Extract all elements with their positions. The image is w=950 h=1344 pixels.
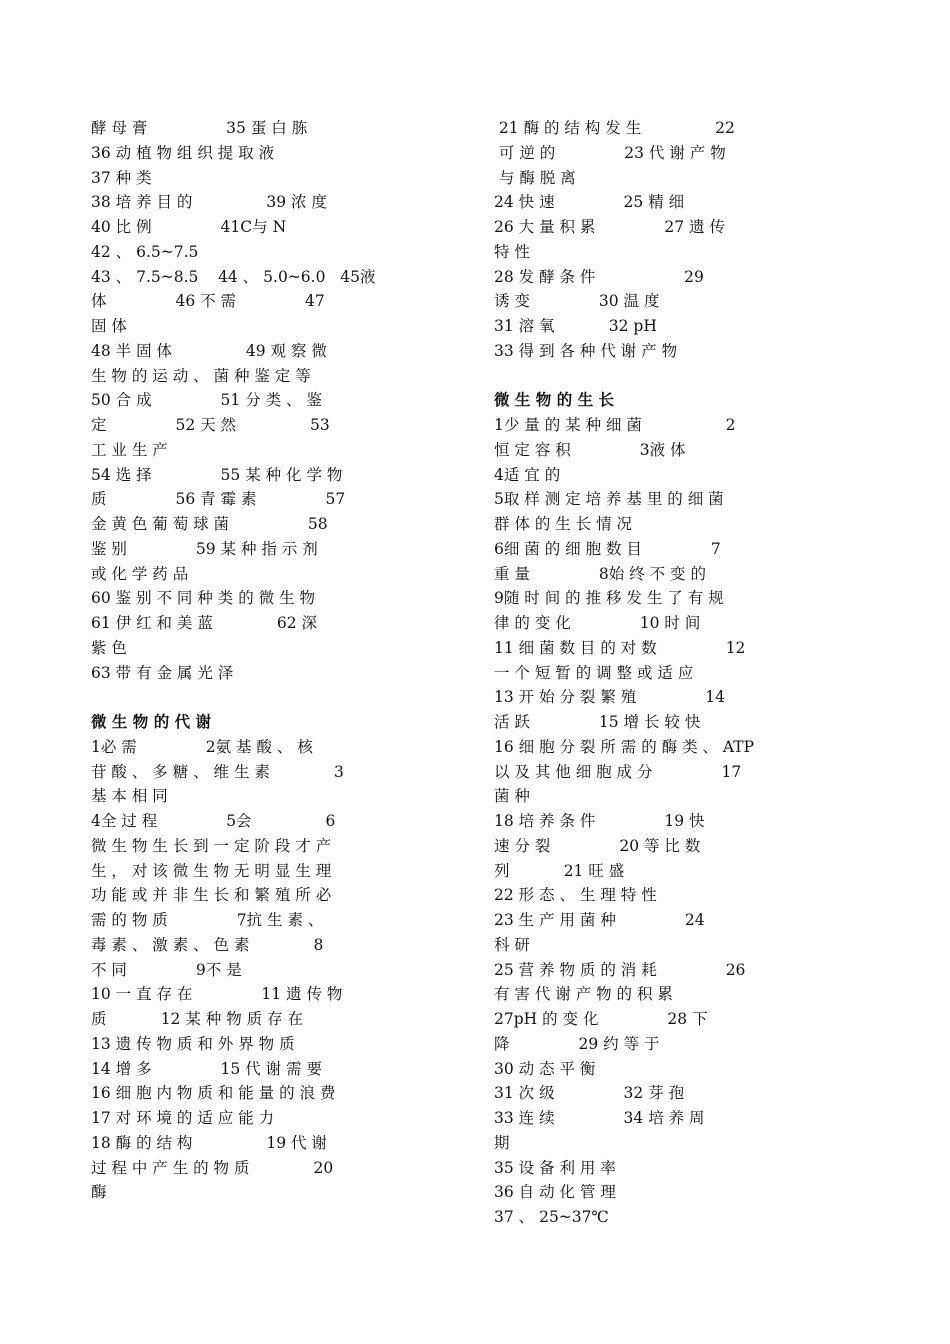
text-line: 诱 变 30 温 度 bbox=[494, 292, 660, 311]
text-line: 14 增 多 15 代 谢 需 要 bbox=[91, 1059, 322, 1078]
text-line: 42 、 6.5~7.5 bbox=[91, 242, 199, 261]
text-line: 4全 过 程 5会 6 bbox=[91, 812, 336, 830]
text-line: 有 害 代 谢 产 物 的 积 累 bbox=[494, 985, 673, 1004]
text-line: 16 细 胞 内 物 质 和 能 量 的 浪 费 bbox=[91, 1084, 336, 1103]
text-line: 5取 样 测 定 培 养 基 里 的 细 菌 bbox=[494, 490, 724, 509]
text-line: 质 56 青 霉 素 57 bbox=[91, 490, 346, 509]
text-line: 苷 酸 、 多 糖 、 维 生 素 3 bbox=[91, 762, 344, 781]
text-line: 60 鉴 别 不 同 种 类 的 微 生 物 bbox=[91, 589, 315, 608]
text-line: 金 黄 色 葡 萄 球 菌 58 bbox=[91, 515, 328, 533]
text-line: 17 对 环 境 的 适 应 能 力 bbox=[91, 1109, 275, 1127]
text-line: 31 次 级 32 芽 孢 bbox=[494, 1084, 685, 1103]
text-line: 36 动 植 物 组 织 提 取 液 bbox=[91, 143, 275, 162]
text-line: 33 连 续 34 培 养 周 bbox=[494, 1109, 705, 1127]
text-line: 基 本 相 同 bbox=[91, 787, 168, 806]
section-heading: 微 生 物 的 代 谢 bbox=[91, 712, 211, 731]
text-line: 10 一 直 存 在 11 遗 传 物 bbox=[91, 985, 343, 1004]
text-line: 以 及 其 他 细 胞 成 分 17 bbox=[494, 762, 742, 781]
text-line: 13 遗 传 物 质 和 外 界 物 质 bbox=[91, 1034, 295, 1053]
text-line: 生 物 的 运 动 、 菌 种 鉴 定 等 bbox=[91, 366, 311, 385]
text-line: 23 生 产 用 菌 种 24 bbox=[494, 911, 705, 929]
text-line: 酵 母 膏 35 蛋 白 胨 bbox=[91, 119, 308, 137]
text-line: 40 比 例 41C与 N bbox=[91, 218, 287, 236]
text-line: 18 酶 的 结 构 19 代 谢 bbox=[91, 1133, 327, 1152]
text-line: 微 生 物 生 长 到 一 定 阶 段 才 产 bbox=[91, 836, 332, 855]
text-line: 26 大 量 积 累 27 遗 传 bbox=[494, 218, 725, 236]
text-line: 37 种 类 bbox=[91, 168, 152, 187]
text-line: 鉴 别 59 某 种 指 示 剂 bbox=[91, 539, 318, 558]
text-line: 过 程 中 产 生 的 物 质 20 bbox=[91, 1158, 334, 1177]
text-line: 36 自 动 化 管 理 bbox=[494, 1183, 616, 1202]
text-line: 4适 宜 的 bbox=[494, 465, 561, 484]
text-line: 6细 菌 的 细 胞 数 目 7 bbox=[494, 539, 721, 558]
text-line: 38 培 养 目 的 39 浓 度 bbox=[91, 193, 327, 212]
text-line: 律 的 变 化 10 时 间 bbox=[494, 614, 701, 632]
text-line: 1必 需 2氨 基 酸 、 核 bbox=[91, 737, 313, 756]
text-line: 群 体 的 生 长 情 况 bbox=[494, 515, 633, 533]
text-line: 活 跃 15 增 长 较 快 bbox=[494, 713, 701, 731]
text-line: 功 能 或 并 非 生 长 和 繁 殖 所 必 bbox=[91, 886, 332, 905]
text-line: 期 bbox=[494, 1133, 510, 1152]
text-line: 25 营 养 物 质 的 消 耗 26 bbox=[494, 960, 746, 979]
text-line: 一 个 短 暂 的 调 整 或 适 应 bbox=[494, 663, 694, 682]
text-line: 可 逆 的 23 代 谢 产 物 bbox=[494, 143, 726, 162]
text-line: 1少 量 的 某 种 细 菌 2 bbox=[494, 416, 736, 434]
text-line bbox=[91, 685, 456, 710]
left-column bbox=[91, 116, 456, 1205]
text-line: 降 29 约 等 于 bbox=[494, 1034, 660, 1053]
text-line: 毒 素 、 激 素 、 色 素 8 bbox=[91, 935, 324, 954]
text-line: 速 分 裂 20 等 比 数 bbox=[494, 836, 701, 855]
section-heading: 微 生 物 的 生 长 bbox=[494, 390, 614, 410]
text-line: 生 ， 对 该 微 生 物 无 明 显 生 理 bbox=[91, 861, 332, 880]
text-line: 特 性 bbox=[494, 242, 530, 261]
text-line: 48 半 固 体 49 观 察 微 bbox=[91, 341, 327, 360]
text-line: 11 细 菌 数 目 的 对 数 12 bbox=[494, 638, 746, 657]
text-line: 54 选 择 55 某 种 化 学 物 bbox=[91, 465, 343, 484]
text-line: 27pH 的 变 化 28 下 bbox=[494, 1010, 708, 1028]
text-line: 22 形 态 、 生 理 特 性 bbox=[494, 886, 657, 905]
text-line: 列 21 旺 盛 bbox=[494, 861, 625, 880]
text-line: 18 培 养 条 件 19 快 bbox=[494, 812, 705, 830]
text-line: 不 同 9不 是 bbox=[91, 960, 242, 979]
text-line: 科 研 bbox=[494, 935, 530, 954]
text-line: 13 开 始 分 裂 繁 殖 14 bbox=[494, 688, 725, 707]
text-line: 需 的 物 质 7抗 生 素 、 bbox=[91, 911, 324, 929]
text-line: 与 酶 脱 离 bbox=[494, 168, 576, 187]
text-line: 16 细 胞 分 裂 所 需 的 酶 类 、 ATP bbox=[494, 737, 755, 756]
text-line: 定 52 天 然 53 bbox=[91, 416, 330, 434]
text-line: 61 伊 红 和 美 蓝 62 深 bbox=[91, 614, 318, 632]
text-line: 35 设 备 利 用 率 bbox=[494, 1158, 616, 1177]
text-line: 33 得 到 各 种 代 谢 产 物 bbox=[494, 341, 678, 360]
text-line: 21 酶 的 结 构 发 生 22 bbox=[494, 119, 735, 137]
text-line: 43 、 7.5~8.5 44 、 5.0~6.0 45液 bbox=[91, 267, 376, 286]
text-line: 50 合 成 51 分 类 、 鉴 bbox=[91, 391, 322, 410]
text-line: 28 发 酵 条 件 29 bbox=[494, 267, 704, 286]
text-line: 24 快 速 25 精 细 bbox=[494, 193, 685, 212]
text-line: 31 溶 氧 32 pH bbox=[494, 317, 657, 335]
text-line: 固 体 bbox=[91, 317, 127, 335]
text-line: 质 12 某 种 物 质 存 在 bbox=[91, 1010, 303, 1028]
text-line bbox=[494, 364, 860, 389]
text-line: 工 业 生 产 bbox=[91, 440, 168, 459]
text-line: 紫 色 bbox=[91, 638, 127, 657]
text-line: 30 动 态 平 衡 bbox=[494, 1059, 596, 1078]
text-line: 63 带 有 金 属 光 泽 bbox=[91, 663, 234, 682]
text-line: 菌 种 bbox=[494, 787, 530, 806]
right-column bbox=[494, 116, 860, 1230]
text-line: 37 、 25~37℃ bbox=[494, 1208, 609, 1226]
text-line: 重 量 8始 终 不 变 的 bbox=[494, 564, 706, 583]
text-line: 恒 定 容 积 3液 体 bbox=[494, 440, 686, 459]
text-line: 9随 时 间 的 推 移 发 生 了 有 规 bbox=[494, 589, 724, 608]
text-line: 体 46 不 需 47 bbox=[91, 292, 325, 311]
text-line: 酶 bbox=[91, 1183, 107, 1202]
text-line: 或 化 学 药 品 bbox=[91, 564, 189, 583]
